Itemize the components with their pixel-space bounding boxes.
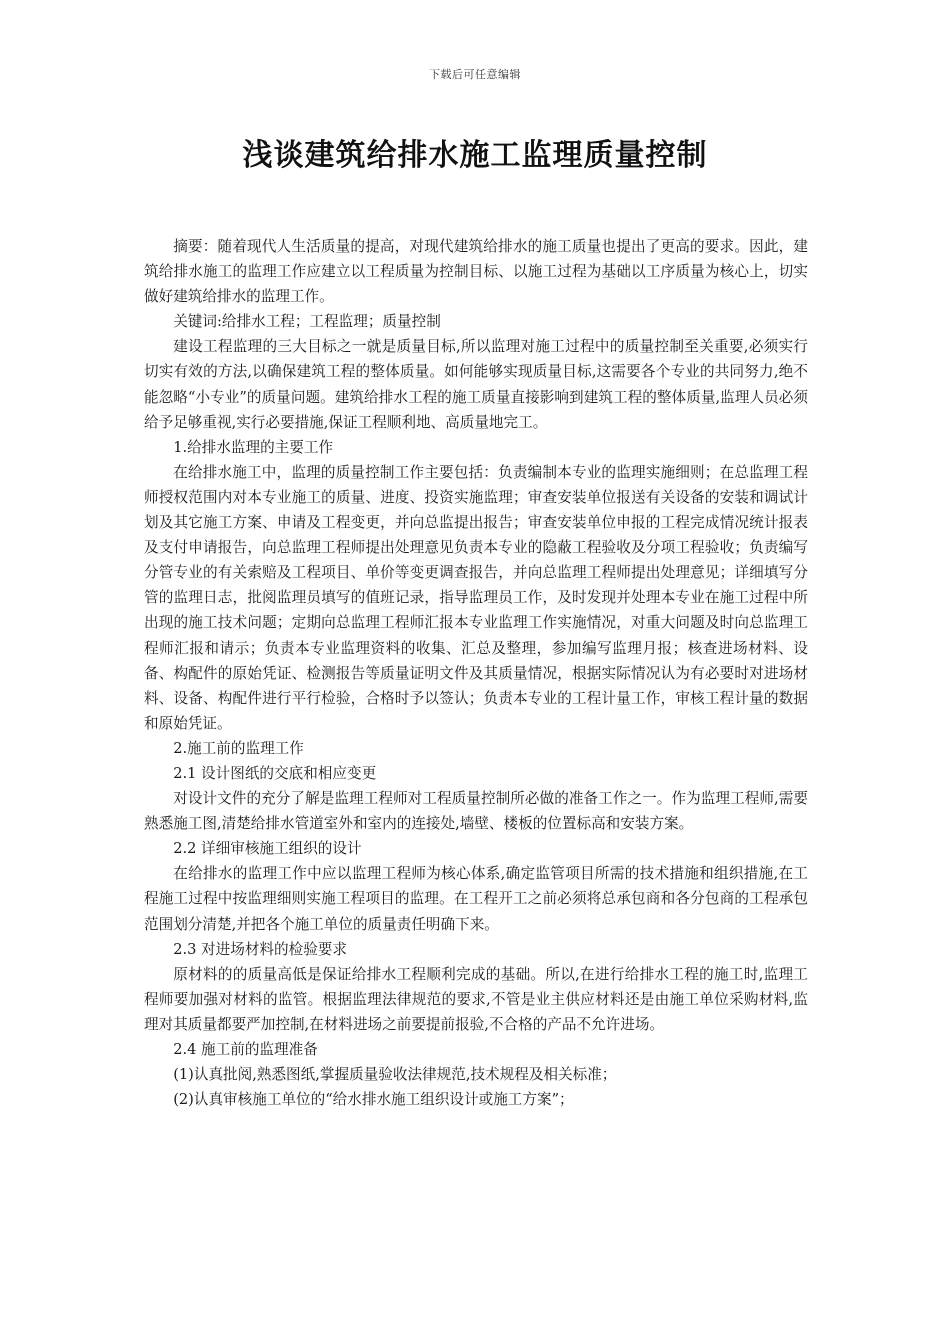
abstract-paragraph: 摘要：随着现代人生活质量的提高，对现代建筑给排水的施工质量也提出了更高的要求。因此，建筑给排水施工的监理工作应建立以工程质量为控制目标、以施工过程为基础以工序质量为核心上，切实做好建筑给排水的监理工作。: [144, 238, 808, 306]
section-heading-2: 2.施工前的监理工作: [173, 739, 304, 757]
section-heading-1: 1.给排水监理的主要工作: [173, 438, 334, 456]
subsection-2-3-paragraph: 原材料的的质量高低是保证给排水工程顺利完成的基础。所以,在进行给排水工程的施工时,监理工程师要加强对材料的监管。根据监理法律规范的要求,不管是业主供应材料还是由施工单位采购材料,监理对其质量都要严加控制,在材料进场之前要提前报验,不合格的产品不允许进场。: [144, 965, 808, 1033]
subsection-heading-2-4: 2.4 施工前的监理准备: [173, 1041, 318, 1058]
subsection-2-1-paragraph: 对设计文件的充分了解是监理工程师对工程质量控制所必做的准备工作之一。作为监理工程师,需要熟悉施工图,清楚给排水管道室外和室内的连接处,墙壁、楼板的位置标高和安装方案。: [144, 790, 808, 833]
subsection-heading-2-2: 2.2 详细审核施工组织的设计: [173, 840, 362, 858]
document-body: [144, 234, 808, 1112]
header-note: 下载后可任意编辑: [429, 68, 521, 81]
subsection-2-2-paragraph: 在给排水的监理工作中应以监理工程师为核心体系,确定监管项目所需的技术措施和组织措施,在工程施工过程中按监理细则实施工程项目的监理。在工程开工之前必须将总承包商和各分包商的工程承包范围划分清楚,并把各个施工单位的质量责任明确下来。: [144, 865, 808, 933]
list-item: (1)认真批阅,熟悉图纸,掌握质量验收法律规范,技术规程及相关标准；: [173, 1066, 617, 1084]
intro-paragraph: 建设工程监理的三大目标之一就是质量目标,所以监理对施工过程中的质量控制至关重要,必须实行切实有效的方法,以确保建筑工程的整体质量。如何能够实现质量目标,这需要各个专业的共同努力,绝不能忽略“小专业”的质量问题。建筑给排水工程的施工质量直接影响到建筑工程的整体质量,监理人员必须给予足够重视,实行必要措施,保证工程顺利地、高质量地完工。: [144, 338, 808, 431]
document-title: 浅谈建筑给排水施工监理质量控制: [242, 138, 708, 173]
subsection-heading-2-1: 2.1 设计图纸的交底和相应变更: [173, 764, 377, 782]
subsection-heading-2-3: 2.3 对进场材料的检验要求: [173, 940, 347, 958]
keywords-paragraph: 关键词:给排水工程；工程监理；质量控制: [173, 313, 441, 331]
list-item: (2)认真审核施工单位的“给水排水施工组织设计或施工方案”；: [173, 1091, 574, 1109]
section-1-paragraph: 在给排水施工中，监理的质量控制工作主要包括：负责编制本专业的监理实施细则；在总监理工程师授权范围内对本专业施工的质量、进度、投资实施监理；审查安装单位报送有关设备的安装和调试计划及其它施工方案、申请及工程变更，并向总监提出报告；审查安装单位申报的工程完成情况统计报表及支付申请报告，向总监理工程师提出处理意见负责本专业的隐蔽工程验收及分项工程验收；负责编写分管专业的有关索赔及工程项目、单价等变更调查报告，并向总监理工程师提出处理意见；详细填写分管的监理日志，批阅监理员填写的值班记录，指导监理员工作，及时发现并处理本专业在施工过程中所出现的施工技术问题；定期向总监理工程师汇报本专业监理工作实施情况，对重大问题及时向总监理工程师汇报和请示；负责本专业监理资料的收集、汇总及整理，参加编写监理月报；核查进场材料、设备、构配件的原始凭证、检测报告等质量证明文件及其质量情况，根据实际情况认为有必要时对进场材料、设备、构配件进行平行检验，合格时予以签认；负责本专业的工程计量工作，审核工程计量的数据和原始凭证。: [144, 463, 808, 732]
